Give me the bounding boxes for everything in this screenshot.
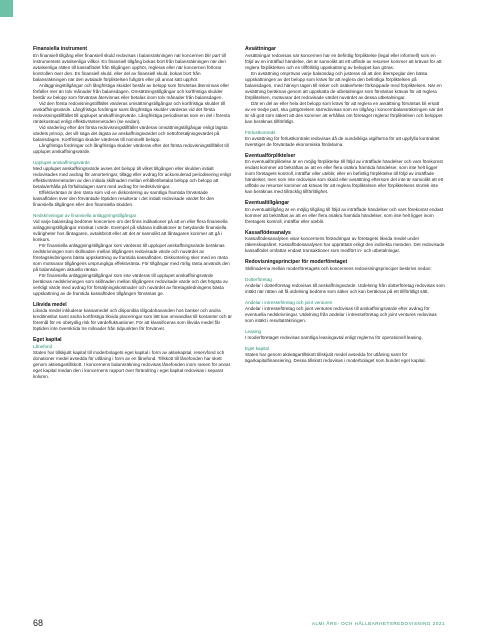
page-number: 68 [33,618,44,628]
section-kassaflodesanalys [245,230,445,255]
body-paragraph: Vid den första redovisningstillfället värderas omsättningstillgångar och kortfristiga skulder till anskaffningsvärde. Långfristiga fordringar samt långfristiga skulder värderas vid det första redovisningstillfället till upplupet anskaffningsvärde. Långfristiga periodiseras som en del i förenta räntekostnad enligt effektivräntemetoden (se nedan). [33,100,231,124]
section-subheading: Dotterföretag [245,276,272,282]
section-nedskrivningar-av-finansiella-anlaggningstillgangar [33,213,233,297]
document-body [33,46,445,606]
section-subheading: Eget kapital [245,345,270,351]
section-subheading: Andelar i intresseföretag och joint ventures [245,299,333,305]
body-paragraph: Skillnaderna mellan moderföretagets och koncernens redovisningsprinciper beskrivs nedan: [245,265,432,271]
body-paragraph: I moderföretaget redovisas samtliga leasingavtal enligt reglerna för operationell leasing. [245,334,423,340]
section-subheading: Förlustkontrakt [245,129,276,135]
section-upplupet-anskaffningsvarde [33,160,233,208]
body-paragraph: Där en del av eller hela det belopp som krävs för att reglera en avsättning förväntas bli ersatt av en tredje part, ska gottgörelsen särredovisas som en tillgång i koncernbalansräkningen när det är så gott som säkert att den kommer att erhållas om företaget reglerar förpliktelsen och beloppet kan beräknas tillförlitligt. [245,100,444,124]
section-eventualforpliktelser [245,153,445,196]
section-subheading: Lånefond [33,344,53,350]
section-subheading: Upplupet anskaffningsvärde [33,159,90,165]
body-paragraph: Anläggningstillgångar och långfristiga skulder består av belopp som förväntas återvinnas eller förfaller mer än tolv månader från balansdagen. Omsättningstillgångar och kortfristiga skulder består av belopp som förväntas återvinnas eller betalas inom tolv månader från balansdagen. [33,82,229,100]
body-paragraph: Avsättningar redovisas när koncernen har en befintlig förpliktelse (legal eller informell) som en följd av en inträffad händelse, det är sannolikt att ett utflöde av resurser kommer att krävas för att reglera förpliktelsen och en tillförlitlig uppskattning av beloppet kan göras. [245,52,442,70]
section-likvida-medel [33,302,233,333]
section-heading: Redovisningsprinciper för moderföretaget [245,259,348,266]
section-andelar-i-intresseforetag-och-joint-ventures [245,300,445,324]
section-eget-kapital [245,346,445,364]
body-paragraph: För finansiella anläggningstillgångar som värderas till upplupet anskaffningsvärde beräknas nedskrivningen som skillnaden mellan tillgångens redovisade värde och nuvärdet av företagsledningens bästa uppskattning av framtida kassaflöden. Diskontering sker med en ränta som motsvarar tillgångens ursprungliga effektivränta. För tillgångar med rörlig ränta används den på balansdagen aktuella räntan. [33,242,230,272]
body-paragraph: Långfristiga fordringar och långfristiga skulder värderas efter det första redovisningstillfället till upplupet anskaffningsvärde. [33,142,229,154]
body-paragraph: Staten har tillskjutit kapital till moderbolagets eget kapital i form av aktiekapital, reservfond och donationer medel avsedda för utlåning i form av en lånefond. Tillskott till lånefonden har skett genom aktieägartillskott. I koncernens balansräkning redovisas lånefonden inom ramen för annat eget kapital medan den i koncernens rapport över förändring i eget kapital redovisas i separat kolumn. [33,350,230,380]
body-paragraph: Andelar i dotterföretag redovisas till anskaffningsvärde. Utdelning från dotterföretag redovisas som intäkt när rätten att få utdelning bedöms som säker och kan beräknas på ett tillförlitligt sätt. [245,282,445,294]
section-heading: Eventualförpliktelser [245,152,296,159]
body-paragraph: Vid varje balansdag bedömer koncernen om det finns indikationer på att en eller flera finansiella anläggningstillgångar minskat i värde. Exempel på sådana indikationer är betydande finansiella svårigheter hos låntagaren, avtalsbrott eller att det är sannolikt att låntagaren kommer att gå i konkurs. [33,218,228,242]
section-leasing [245,329,445,341]
body-paragraph: Andelar i intresseföretag och joint ventures redovisas till anskaffningsvärde efter avdrag för eventuella nedskrivningar. Utdelning från andelar i intresseföretag och joint ventures redovisas som intäkt i resultaträkningen. [245,305,437,323]
body-paragraph: Effektivräntan är den ränta som vid en diskontering av samtliga framtida förväntade kassaflöden över den förväntade löptiden resulterar i det initialt redovisade värdet för den finansiella tillgången eller den finansiella skulden. [33,189,215,207]
section-heading: Avsättningar [245,46,276,52]
section-heading: Kassaflödesanalys [245,229,291,236]
left-column [33,46,233,606]
body-paragraph: Staten har genom aktieägartillskott tillskjutit medel avsedda för utlåning samt för ägarkapitalfinansiering. Dessa tillskott redovisas i moderbolaget som bundet eget kapital. [245,351,426,363]
body-paragraph: Likvida medel inkluderar kassamedel och disponibla tillgodohavanden hos banker och andra kreditinstitut samt andra kortfristiga likvida placeringar som lätt kan omvandlas till kontanter och är föremål för en obetydlig risk för värdefluktuationer. För att klassificeras som likvida medel får löptiden inte överskrida tre månader från tidpunkten för förvärvet. [33,308,232,332]
body-paragraph: En avsättning omprövas varje balansdag och justeras så att den återspeglar den bästa uppskattningen av det belopp som krävs för att reglera den befintliga förpliktelsen på balansdagen, med hänsyn tagen till risker och osäkerheter förknippade med förpliktelsen. När en avsättning beräknas genom att uppskatta de utbetalningar som förväntas krävas för att reglera förpliktelsen, motsvarar det redovisade värdet nuvärdet av dessa utbetalningar. [245,70,442,100]
body-paragraph: En finansiell tillgång eller finansiell skuld redovisas i balansräkningen när koncernen blir part till instrumentets avtalsenliga villkor. En finansiell tillgång bokas bort från balansräkningen när den avtalsenliga rätten till kassaflödet från tillgången upphör, regleras eller när koncernen förlorar kontrollen över den. En finansiell skuld, eller del av finansiell skuld, bokas bort från balansräkningen när den avtalade förpliktelsen fullgörs eller på annat sätt upphör. [33,52,226,82]
body-paragraph: För finansiella anläggningstillgångar som inte värderas till upplupet anskaffningsvärde beräknas nedskrivningen som skillnaden mellan tillgångens redovisade värde och det högsta av verkligt värde med avdrag för försäljningskostnader och nuvärdet av företagsledningens bästa uppskattning av de framtida kassaflöden tillgången förväntas ge. [33,272,228,296]
section-subheading: Leasing [245,328,262,334]
section-heading: Likvida medel [33,301,67,308]
section-finansiella-instrument [33,46,233,155]
corner-color-mark [0,0,13,17]
section-heading: Eventualtillgångar [245,200,290,207]
right-column [245,46,445,606]
body-paragraph: Kassaflödesanalysen visar koncernens förändringar av företagets likvida medel under räkenskapsåret. Kassaflödesanalysen har upprättats enligt den indirekta metoden. Det redovisade kassaflödet omfattar endast transaktioner som medfört in- och utbetalningar. [245,236,445,254]
section-eget-kapital [33,337,233,380]
body-paragraph: Vid värdering efter det första redovisningstillfället värderas omsättningstillgångar enligt lägsta värdets princip, det vill säga det lägsta av anskaffningsvärdet och nettoförsäljningsvärdet på balansdagen. Kortfristiga skulder värderas till nominellt belopp. [33,124,228,142]
running-title: ALMI ÅRS- OCH HÅLLBARHETSREDOVISNING 2021 [311,620,445,626]
section-eventualtillgangar [245,200,445,225]
body-paragraph: En eventualförpliktelse är en möjlig förpliktelse till följd av inträffade händelser och vars förekomst endast kommer att bekräftas av att en eller flera osäkra framtida händelser, som inte helt ligger inom företagets kontroll, inträffar eller uteblir, eller en befintlig förpliktelse till följd av inträffade händelser, men som inte redovisas som skuld eller avsättning eftersom det inte är sannolikt att ett utflöde av resurser kommer att krävas för att reglera förpliktelsen eller förpliktelsens storlek inte kan beräknas med tillräcklig tillförlitlighet. [245,159,444,195]
section-dotterforetag [245,277,445,295]
body-paragraph: Med upplupet anskaffningsvärde avses det belopp till vilket tillgången eller skulden initialt redovisades med avdrag för amorteringar, tillägg eller avdrag för ackumulerad periodisering enligt effektivräntemetoden av den initiala skillnaden mellan erhållet/betalat belopp och belopp att betala/erhålla på förfallodagen samt med avdrag för nedskrivningar. [33,165,231,189]
section-redovisningsprinciper-for-moderforetaget [245,259,445,272]
section-forlustkontrakt [245,130,445,148]
page-footer [33,618,445,628]
section-avsattningar [245,46,445,125]
section-subheading: Nedskrivningar av finansiella anläggningstillgångar [33,212,137,218]
section-heading: Eget kapital [33,337,62,344]
body-paragraph: En eventualtillgång är en möjlig tillgång till följd av inträffade händelser och vars förekomst endast kommer att bekräftas av att en eller flera osäkra framtida händelser, som inte helt ligger inom företagets kontroll, inträffar eller uteblir. [245,206,444,224]
body-paragraph: En avsättning för förlustkontrakt redovisas då de oundvikliga utgifterna för att uppfylla kontraktet överstiger de förväntade ekonomiska fördelarna. [245,135,440,147]
section-heading: Finansiella instrument [33,46,88,52]
